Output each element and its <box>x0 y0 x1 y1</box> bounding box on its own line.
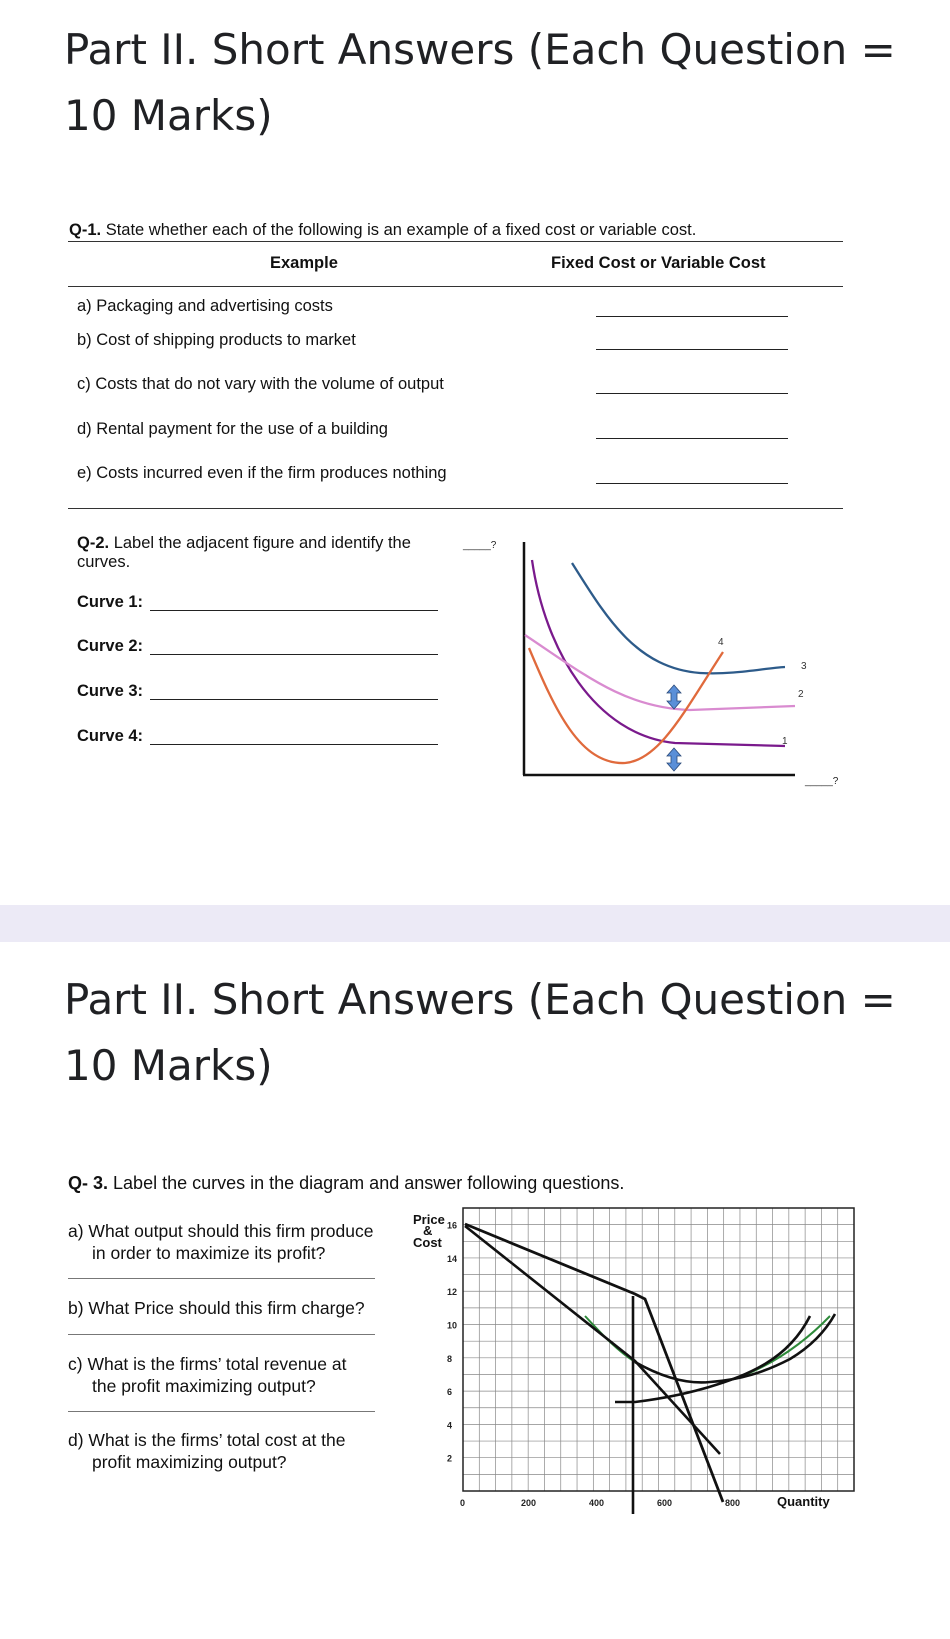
q1-prompt <box>69 221 696 240</box>
curve-1-number: 1 <box>782 736 788 747</box>
q2-y-axis-blank: _____? <box>463 540 497 551</box>
q1-label: Q-1. <box>69 221 102 239</box>
curve-3-number: 3 <box>801 661 807 672</box>
curve-2-line <box>525 635 795 710</box>
q2-curve3-answer[interactable] <box>150 699 438 700</box>
q2-curve1-label: Curve 1: <box>77 593 144 611</box>
q3-grid <box>463 1208 854 1491</box>
q2-prompt-line1: Label the adjacent figure and identify the <box>113 534 411 552</box>
q2-curve1-answer[interactable] <box>150 610 438 611</box>
q3-y-tick-label: 16 <box>447 1220 458 1231</box>
q3-y-tick-label: 12 <box>447 1287 458 1298</box>
q3-question-a <box>68 1220 373 1264</box>
q3-y-ticks <box>447 1221 457 1464</box>
q1-answer-b[interactable] <box>596 349 788 350</box>
q3-question-b-line1: b) What Price should this firm charge? <box>68 1298 365 1318</box>
q2-prompt <box>77 534 411 572</box>
q3-kinked-demand-mr-line <box>465 1224 723 1502</box>
q2-curve3-label: Curve 3: <box>77 682 144 700</box>
q3-demand-line <box>465 1226 720 1454</box>
gap-arrow-icon-upper <box>667 685 681 709</box>
q1-table-bottom-rule <box>68 508 843 509</box>
q3-answer-a[interactable] <box>68 1278 375 1279</box>
curve-2-number: 2 <box>798 689 804 700</box>
q2-cost-curves-figure <box>455 530 875 800</box>
q2-label: Q-2. <box>77 534 110 552</box>
q3-question-d <box>68 1429 346 1473</box>
q2-prompt-line2: curves. <box>77 553 131 571</box>
q3-y-label-amp: & <box>423 1223 433 1238</box>
q3-y-tick-label: 6 <box>447 1387 453 1398</box>
q1-answer-d[interactable] <box>596 438 788 439</box>
q1-item-a: a) Packaging and advertising costs <box>77 297 333 315</box>
q3-x-tick-label: 0 <box>460 1498 466 1508</box>
q2-x-axis-blank: _____? <box>805 776 839 787</box>
q3-question-a-line1: a) What output should this firm produce <box>68 1221 374 1241</box>
q1-answer-c[interactable] <box>596 393 788 394</box>
q1-answer-e[interactable] <box>596 483 788 484</box>
q3-y-tick-label: 4 <box>447 1420 453 1431</box>
q3-question-c-line1: c) What is the firms’ total revenue at <box>68 1354 347 1374</box>
q3-question-c <box>68 1353 346 1397</box>
q2-curve2-label: Curve 2: <box>77 637 144 655</box>
q3-prompt-text: Label the curves in the diagram and answer following questions. <box>113 1173 625 1193</box>
gap-arrow-icon-lower <box>667 748 681 771</box>
q3-monopoly-diagram <box>405 1204 865 1524</box>
q3-mc-curve <box>615 1316 810 1402</box>
q1-table-top-rule <box>68 241 843 242</box>
q3-question-d-line1: d) What is the firms’ total cost at the <box>68 1430 346 1450</box>
q2-curve2-answer[interactable] <box>150 654 438 655</box>
q3-question-b <box>68 1297 365 1319</box>
q3-y-tick-label: 8 <box>447 1353 453 1364</box>
section-title-2: Part II. Short Answers (Each Question = 10 Marks) <box>64 975 896 1090</box>
q3-prompt <box>68 1173 624 1194</box>
q3-y-label-cost: Cost <box>413 1235 442 1250</box>
curve-3-line <box>572 563 785 673</box>
q1-item-c: c) Costs that do not vary with the volume of output <box>77 375 444 393</box>
q3-answer-b[interactable] <box>68 1334 375 1335</box>
curve-4-line <box>529 648 723 763</box>
q3-label: Q- 3. <box>68 1173 109 1193</box>
q3-y-tick-label: 14 <box>447 1253 458 1264</box>
q1-prompt-text: State whether each of the following is an example of a fixed cost or variable cost. <box>105 221 697 239</box>
card-separator <box>0 905 950 942</box>
q3-x-tick-label: 800 <box>725 1498 741 1508</box>
q1-item-d: d) Rental payment for the use of a building <box>77 420 388 438</box>
q1-header-rule <box>68 286 843 287</box>
q3-x-tick-label: 600 <box>657 1498 673 1508</box>
q1-item-e: e) Costs incurred even if the firm produces nothing <box>77 464 447 482</box>
q3-question-d-line2: profit maximizing output? <box>92 1452 287 1472</box>
q3-question-a-line2: in order to maximize its profit? <box>92 1243 326 1263</box>
q3-x-tick-label: 400 <box>589 1498 605 1508</box>
section-title: Part II. Short Answers (Each Question = 10 Marks) <box>64 25 896 140</box>
q1-col-example: Example <box>270 254 338 272</box>
curve-1-line <box>532 560 785 746</box>
q1-item-b: b) Cost of shipping products to market <box>77 331 356 349</box>
q2-curve4-label: Curve 4: <box>77 727 144 745</box>
question-card-2 <box>0 942 950 1639</box>
q3-y-tick-label: 10 <box>447 1320 458 1331</box>
q3-x-tick-label: 200 <box>521 1498 537 1508</box>
curve-4-number: 4 <box>718 637 724 648</box>
q3-y-tick-label: 2 <box>447 1453 453 1464</box>
q3-y-label-price: Price <box>413 1212 445 1227</box>
q3-question-c-line2: the profit maximizing output? <box>92 1376 316 1396</box>
q3-green-segment-right <box>735 1316 830 1379</box>
q3-x-ticks <box>460 1498 740 1508</box>
q1-col-type: Fixed Cost or Variable Cost <box>551 254 766 272</box>
q1-answer-a[interactable] <box>596 316 788 317</box>
q3-x-label: Quantity <box>777 1494 830 1509</box>
q2-curve4-answer[interactable] <box>150 744 438 745</box>
q3-answer-c[interactable] <box>68 1411 375 1412</box>
